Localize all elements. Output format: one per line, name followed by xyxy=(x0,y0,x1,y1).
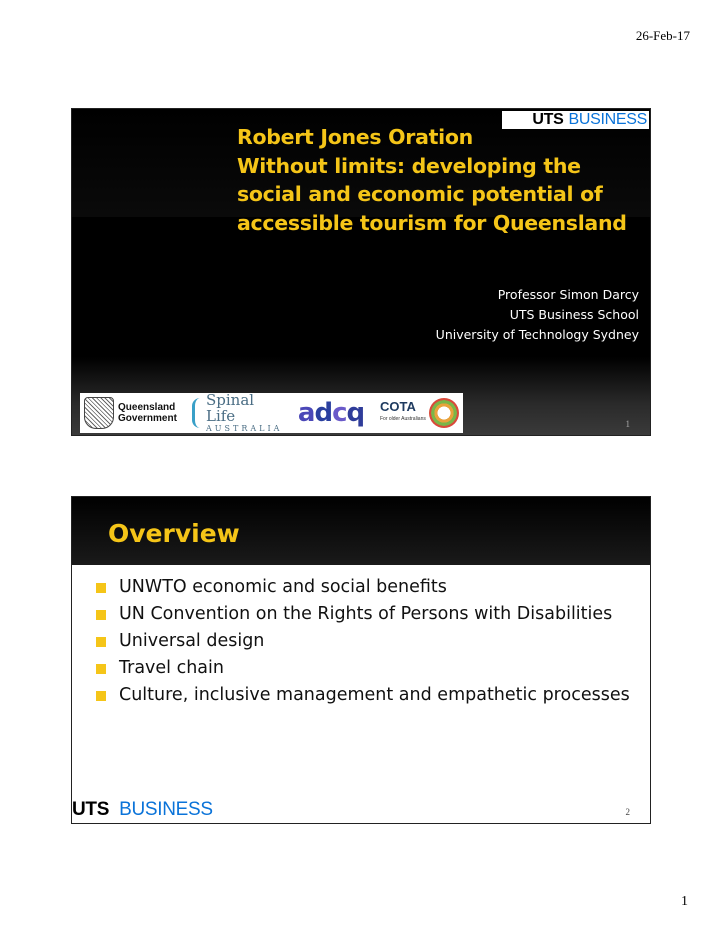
square-bullet-icon xyxy=(96,664,106,674)
cota-logo-main: COTA xyxy=(380,399,416,414)
title-line: social and economic potential of xyxy=(237,182,603,206)
sponsor-logo-strip xyxy=(80,393,463,433)
adcq-letter: c xyxy=(332,398,347,428)
list-item xyxy=(96,574,646,601)
logo-uts-text: UTS xyxy=(532,111,564,128)
presenter-info xyxy=(436,285,639,345)
list-item-text: Travel chain xyxy=(119,658,224,678)
logo-business-text: BUSINESS xyxy=(119,799,213,820)
crest-icon xyxy=(84,397,114,429)
bullet-list xyxy=(96,574,646,709)
presenter-school: UTS Business School xyxy=(509,307,639,322)
slide-title xyxy=(237,123,637,237)
spinal-logo-main: Spinal Life xyxy=(206,391,255,425)
square-bullet-icon xyxy=(96,691,106,701)
presenter-university: University of Technology Sydney xyxy=(435,327,639,342)
queensland-government-logo xyxy=(84,395,192,431)
adcq-letter: q xyxy=(346,398,365,428)
adcq-letter: d xyxy=(314,398,333,428)
square-bullet-icon xyxy=(96,583,106,593)
slide-header-band xyxy=(72,497,650,565)
overview-slide xyxy=(71,496,651,824)
title-line: Robert Jones Oration xyxy=(237,125,473,149)
sun-icon xyxy=(429,398,459,428)
slide-title: Overview xyxy=(108,519,240,548)
list-item xyxy=(96,628,646,655)
spinal-logo-sub: AUSTRALIA xyxy=(206,424,283,433)
slide-number: 1 xyxy=(625,419,630,429)
adcq-letter: a xyxy=(297,398,315,428)
list-item-text: Culture, inclusive management and empathetic processes xyxy=(119,685,630,705)
swoosh-icon xyxy=(192,398,203,428)
uts-business-logo xyxy=(72,799,213,821)
square-bullet-icon xyxy=(96,637,106,647)
list-item-text: UNWTO economic and social benefits xyxy=(119,577,447,597)
page-number: 1 xyxy=(681,894,688,909)
list-item xyxy=(96,655,646,682)
page-date: 26-Feb-17 xyxy=(635,28,690,43)
square-bullet-icon xyxy=(96,610,106,620)
title-line: Without limits: developing the xyxy=(237,153,581,178)
adcq-logo xyxy=(288,395,374,431)
cota-logo-sub: For older Australians xyxy=(380,416,426,422)
qld-logo-line: Government xyxy=(118,413,177,424)
list-item-text: Universal design xyxy=(119,631,265,651)
slide-number: 2 xyxy=(625,807,630,817)
title-slide xyxy=(71,108,651,436)
list-item-text: UN Convention on the Rights of Persons with Disabilities xyxy=(119,604,613,624)
qld-logo-line: Queensland xyxy=(118,402,176,413)
spinal-life-logo xyxy=(192,391,288,433)
logo-business-text: BUSINESS xyxy=(568,111,647,128)
list-item xyxy=(96,682,646,709)
title-line: accessible tourism for Queensland xyxy=(237,210,627,235)
cota-logo xyxy=(380,395,459,431)
list-item xyxy=(96,601,646,628)
logo-uts-text: UTS xyxy=(72,799,110,820)
presenter-name: Professor Simon Darcy xyxy=(497,287,639,302)
